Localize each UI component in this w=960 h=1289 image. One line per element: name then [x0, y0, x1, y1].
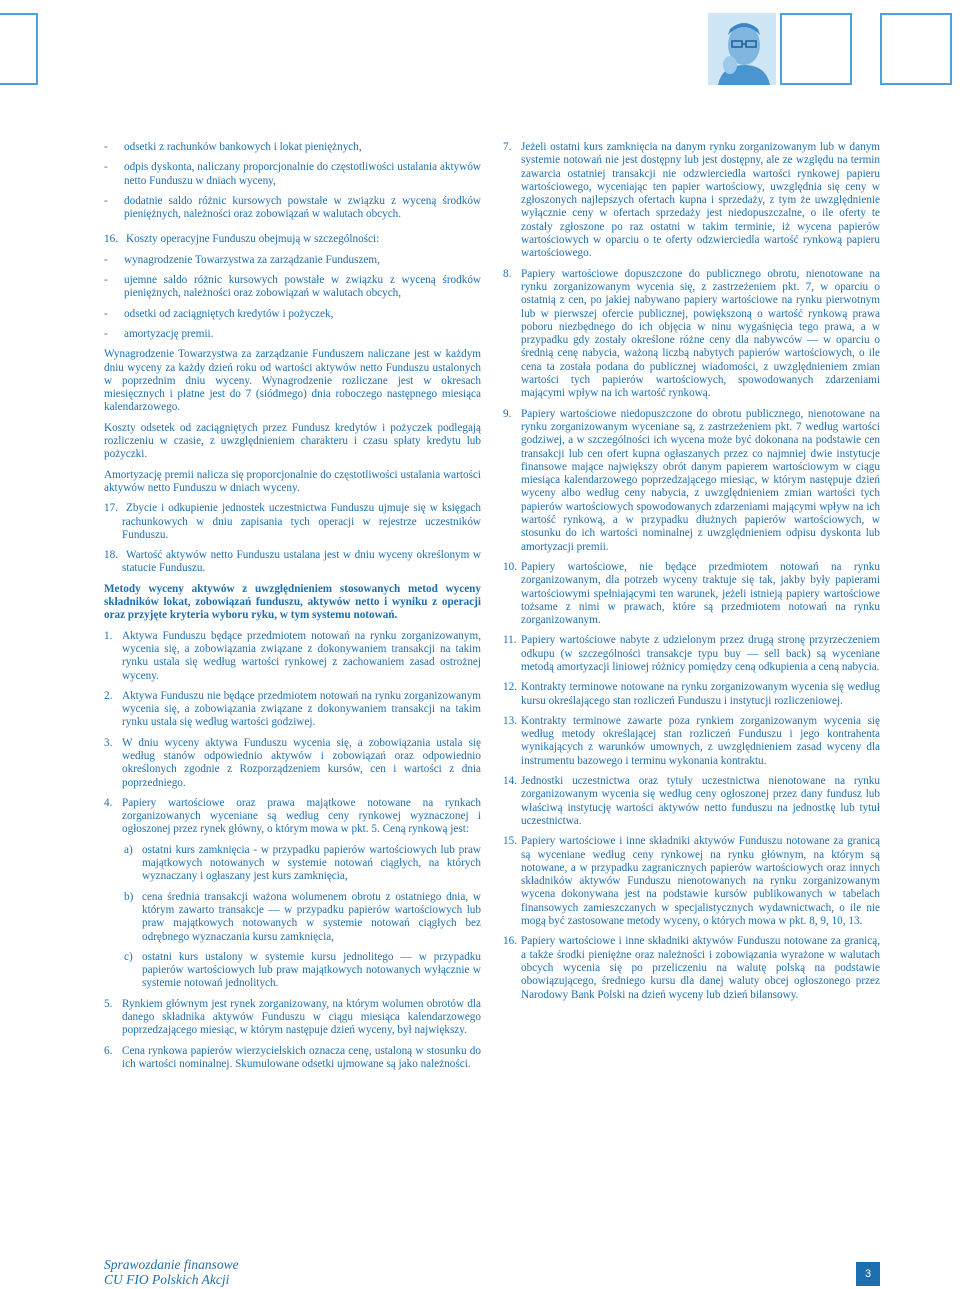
numbered-item-8: 8. Papiery wartościowe dopuszczone do publicznego obrotu, nienotowane na rynku zorganizowanym wycenia się, z zastrzeżeniem pkt. 7, w oparciu o ostatnią z cen, po jakiej nabywano papiery wartościowe na rynku pierwotnym lub w pierwszej ofercie publicznej, powiększoną o wartość rynkową prawa poboru niezbędnego do ich objęcia w ninu wygaśnięcia tego prawa, a w przypadku gdy zostały określone różne ceny dla nabywców — w oparciu o średnią cenę nabycia, ważoną liczbą nabytych papierów wartościowych, o ile cena ta została podana do publicznej wiadomości, z uwzględnieniem zmian wartości tych papierów wartościowych, spowodowanych zdarzeniami mającymi wpływ na ich wartość rynkową. [503, 267, 880, 400]
numbered-item-11: 11. Papiery wartościowe nabyte z udzielonym przez drugą stronę przyrzeczeniem odkupu (w szczególności transakcje typu buy — sell back) są wyceniane metodą amortyzacji liniowej różnicy pomiędzy ceną odkupienia a ceną nabycia. [503, 634, 880, 673]
list-item: - ujemne saldo różnic kursowych powstałe w związku z wyceną środków pieniężnych, należności oraz zobowiązań w walutach obcych, [104, 274, 481, 300]
paragraph: Koszty odsetek od zaciągniętych przez Fundusz kredytów i pożyczek podlegają rozliczeniu w czasie, z uwzględnieniem charakteru i czasu spłaty kredytu lub pożyczki. [104, 421, 481, 461]
page-number: 3 [856, 1262, 880, 1286]
section-heading: Metody wyceny aktywów z uwzględnieniem stosowanych metod wyceny składników lokat, zobowiązań funduszu, aktywów netto i wyniku z operacji oraz przyjęte kryteria wyboru ryku, w tym systemu notowań. [104, 582, 481, 622]
paragraph: Amortyzację premii nalicza się proporcjonalnie do częstotliwości ustalania wartości aktywów netto Funduszu w dniach wyceny. [104, 468, 481, 494]
numbered-item-1: 1. Aktywa Funduszu będące przedmiotem notowań na rynku zorganizowanym, wycenia się, a zobowiązania związane z dokonywaniem transakcji na takim rynku ustala się według wartości rynkowej z zachowaniem zasad ostrożnej wyceny. [104, 629, 481, 682]
numbered-item-5: 5. Rynkiem głównym jest rynek zorganizowany, na którym wolumen obrotów dla danego składnika aktywów Funduszu w ciągu miesiąca kalendarzowego poprzedzającego miesiąc, w którym następuje dzień wyceny, był największy. [104, 997, 481, 1037]
footer-line-2: CU FIO Polskich Akcji [104, 1272, 230, 1287]
list-item: - odsetki od zaciągniętych kredytów i pożyczek, [104, 307, 334, 320]
paragraph: Wynagrodzenie Towarzystwa za zarządzanie Funduszem naliczane jest w każdym dniu wyceny za każdy dzień roku od wartości aktywów netto Funduszu ustalonych w poprzednim dniu wyceny. Wynagrodzenie rozliczane jest w okresach miesięcznych i płatne jest do 7 (siódmego) dnia roboczego następnego miesiąca kalendarzowego. [104, 348, 481, 414]
numbered-item-18: 18. Wartość aktywów netto Funduszu ustalana jest w dniu wyceny określonym w statucie Funduszu. [104, 549, 481, 575]
numbered-item-14: 14. Jednostki uczestnictwa oraz tytuły uczestnictwa nienotowane na rynku zorganizowanym wycenia się według ceny ogłoszonej przez dany fundusz lub właściwą instytucję wartości aktywów netto funduszu na jednostkę lub tytuł uczestnictwa. [503, 775, 880, 827]
numbered-item-13: 13. Kontrakty terminowe zawarte poza rynkiem zorganizowanym wycenia się według metody określającej stan rozliczeń Funduszu i jego kontrahenta wynikających z warunków umownych, z uwzględnieniem zasad wyceny dla instrumentu bazowego i terminu wykonania kontraktu. [503, 714, 880, 767]
sub-item-b: b) cena średnia transakcji ważona wolumenem obrotu z ostatniego dnia, w którym zawarto transakcje — w przypadku papierów wartościowych lub praw majątkowych notowanych w systemie notowań ciągłych bez odrębnego wyznaczania kursu zamknięcia, [124, 890, 481, 943]
right-column [503, 141, 880, 1009]
numbered-item-6: 6. Cena rynkowa papierów wierzycielskich oznacza cenę, ustaloną w stosunku do ich wartości nominalnej. Skumulowane odsetki ujmowane są jako należności. [104, 1044, 481, 1070]
numbered-item-17: 17. Zbycie i odkupienie jednostek uczestnictwa Funduszu ujmuje się w księgach rachunkowych w dniu zapisania tych operacji w rejestrze uczestników Funduszu. [104, 502, 481, 541]
list-item: - dodatnie saldo różnic kursowych powstałe w związku z wyceną środków pieniężnych, należności oraz zobowiązań w walutach obcych. [104, 194, 481, 221]
list-item: - amortyzację premii. [104, 327, 214, 340]
numbered-item-2: 2. Aktywa Funduszu nie będące przedmiotem notowań na rynku zorganizowanym wycenia się, a zobowiązania związane z dokonywaniem transakcji na takim rynku ustala się według wartości godziwej. [104, 689, 481, 729]
portrait-icon [708, 13, 776, 85]
numbered-item-4: 4. Papiery wartościowe oraz prawa majątkowe notowane na rynkach zorganizowanych wyceniane są według ceny rynkowej wyznaczonej i ogłoszonej przez rynek główny, o którym mowa w pkt. 5. Ceną rynkową jest: [104, 796, 481, 836]
list-item: - wynagrodzenie Towarzystwa za zarządzanie Funduszem, [104, 253, 380, 266]
sub-item-c: c) ostatni kurs ustalony w systemie kursu jednolitego — w przypadku papierów wartościowych lub praw majątkowych notowanych wyłącznie w systemie notowań jednolitych. [124, 950, 481, 990]
numbered-item-9: 9. Papiery wartościowe niedopuszczone do obrotu publicznego, nienotowane na rynku zorganizowanym wyceniane są, z zastrzeżeniem pkt. 7 według wartości godziwej, a w szczególności ich wycena może być dokonana na podstawie cen transakcji lub cen ofert kupna ogłaszanych przez co najmniej dwie instytucje finansowe mające największy obrót danym papierem wartościowym w ciągu miesiąca kalendarzowego poprzedzającego miesiąc, w którym następuje dzień wyceny albo według ceny nabycia, z uwzględnieniem zmian wartości tych papierów wartościowych spowodowanych zdarzeniami mającymi wpływ na ich wartość rynkową, a w przypadku dłużnych papierów wartościowych, w stosunku do ich wartości nominalnej z uwzględnieniem odpisu dyskonta lub amortyzacji premii. [503, 407, 880, 553]
list-item: - odsetki z rachunków bankowych i lokat pieniężnych, [104, 141, 362, 153]
portrait-photo [708, 13, 776, 85]
footer-line-1: Sprawozdanie finansowe [104, 1257, 239, 1272]
left-column [104, 141, 481, 1078]
decorative-frame-right-2 [880, 13, 952, 85]
numbered-item-12: 12. Kontrakty terminowe notowane na rynku zorganizowanym wycenia się według kursu określającego stan rozliczeń Funduszu i instytucji rozliczeniowej. [503, 681, 880, 707]
decorative-frame-left [0, 13, 38, 85]
numbered-item-16: 16. Koszty operacyjne Funduszu obejmują w szczególności: [104, 233, 380, 246]
numbered-item-7: 7. Jeżeli ostatni kurs zamknięcia na danym rynku zorganizowanym lub w danym systemie notowań nie jest dostępny lub jest dostępny, ale ze względu na termin zawarcia ostatniej transakcji nie odzwierciedla wartości rynkowej papieru wartościowego, wyceniając ten papier wartościowy, uwzględnia się ceny w zgłoszonych najlepszych ofertach kupna i sprzedaży, z tym że uwzględnienie wyłącznie ceny w ofertach sprzedaży jest niedopuszczalne, o ile oferty te zostały zgłoszone po raz ostatni w takim terminie, iż wycena papierów wartościowych w oparciu o te oferty odzwierciedla wartość rynkową papieru wartościowego. [503, 141, 880, 260]
decorative-frame-right-1 [780, 13, 852, 85]
numbered-item-10: 10. Papiery wartościowe, nie będące przedmiotem notowań na rynku zorganizowanym, dla potrzeb wyceny traktuje się tak, jakby były papierami wartościowymi spełniającymi ten warunek, jeżeli istnieją papiery wartościowe tożsame z nimi w prawach, które są przedmiotem notowań na rynku zorganizowanym. [503, 560, 880, 627]
numbered-item-3: 3. W dniu wyceny aktywa Funduszu wycenia się, a zobowiązania ustala się według stanów odpowiednio aktywów i zobowiązań oraz odpowiednio określonych zgodnie z Rozporządzeniem kursów, cen i wartości z dnia poprzedniego. [104, 736, 481, 789]
footer-title [104, 1257, 239, 1287]
numbered-item-16-right: 16. Papiery wartościowe i inne składniki aktywów Funduszu notowane za granicą, a także środki pieniężne oraz należności i zobowiązania wyrażone w walutach obcych wycenia się po przeliczeniu na walutę polską na podstawie obowiązującego, średniego kursu dla danej waluty obcej ogłoszonego przez Narodowy Bank Polski na dzień wyceny lub dzień bilansowy. [503, 935, 880, 1001]
sub-item-a: a) ostatni kurs zamknięcia - w przypadku papierów wartościowych lub praw majątkowych notowanych w systemie notowań ciągłych, na których wyznaczany i ogłaszany jest kurs zamknięcia, [124, 843, 481, 883]
list-item: - odpis dyskonta, naliczany proporcjonalnie do częstotliwości ustalania aktywów netto Funduszu w dniach wyceny, [104, 161, 481, 187]
numbered-item-15: 15. Papiery wartościowe i inne składniki aktywów Funduszu notowane za granicą są wyceniane według ceny rynkowej na rynku głównym, na którym są notowane, a w przypadku zagranicznych papierów wartościowych oraz innych składników aktywów Funduszu nienotowanych na rynku zorganizowanym wycena dokonywana jest na podstawie kursów publikowanych w tabelach finansowych zamieszczanych w specjalistycznych wydawnictwach, o ile nie mogą być zastosowane metody wyceny, o których mowa w pkt. 8, 9, 10, 13. [503, 835, 880, 928]
